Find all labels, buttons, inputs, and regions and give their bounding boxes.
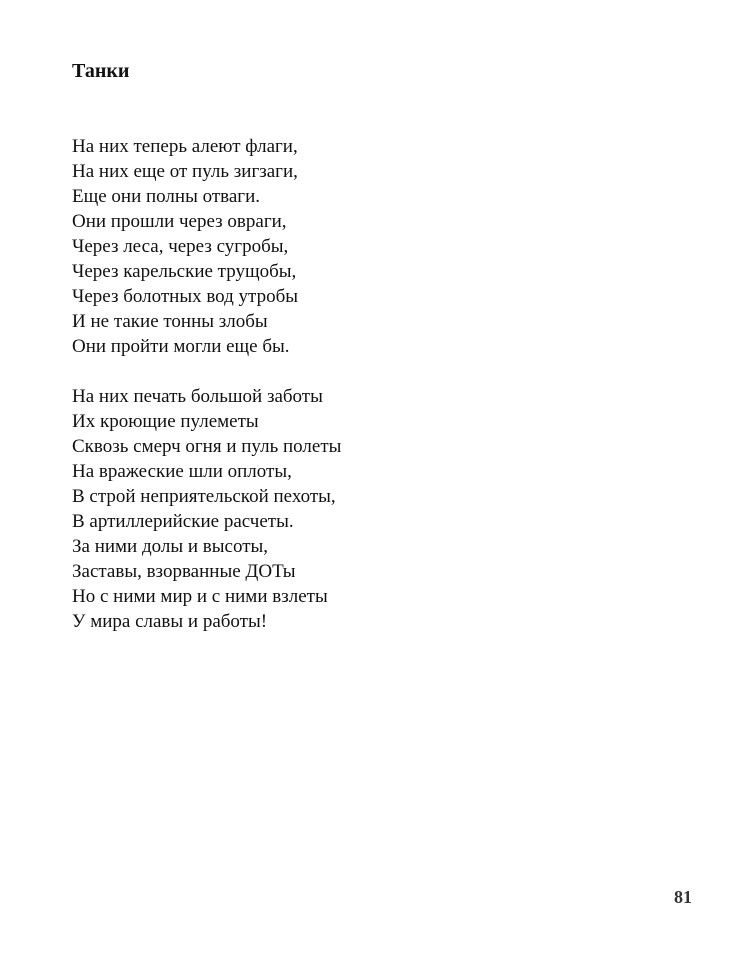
stanza-1: [72, 134, 672, 359]
poem-line: Еще они полны отваги.: [72, 186, 261, 207]
poem-line: На вражеские шли оплоты,: [72, 461, 292, 482]
poem-line: Через болотных вод утробы: [72, 286, 299, 307]
poem-line: За ними долы и высоты,: [72, 536, 269, 557]
poem-line: Но с ними мир и с ними взлеты: [72, 586, 328, 607]
poem-body: [72, 134, 672, 634]
page-number: 81: [674, 887, 692, 907]
stanza-2: [72, 384, 672, 634]
poem-line: В артиллерийские расчеты.: [72, 511, 294, 532]
poem-line: На них еще от пуль зигзаги,: [72, 161, 298, 182]
poem-line: Они пройти могли еще бы.: [72, 336, 290, 357]
poem-line: И не такие тонны злобы: [72, 311, 268, 332]
poem-line: У мира славы и работы!: [72, 611, 268, 632]
page-title: Танки: [72, 60, 130, 82]
poem-line: Их кроющие пулеметы: [72, 411, 259, 432]
poem-line: Они прошли через овраги,: [72, 211, 287, 232]
poem-line: На них печать большой заботы: [72, 386, 323, 407]
poem-line: Заставы, взорванные ДОТы: [72, 561, 296, 582]
poem-line: Через леса, через сугробы,: [72, 236, 289, 257]
poem-line: Через карельские трущобы,: [72, 261, 297, 282]
poem-line: На них теперь алеют флаги,: [72, 136, 298, 157]
poem-line: В строй неприятельской пехоты,: [72, 486, 336, 507]
poem-line: Сквозь смерч огня и пуль полеты: [72, 436, 342, 457]
